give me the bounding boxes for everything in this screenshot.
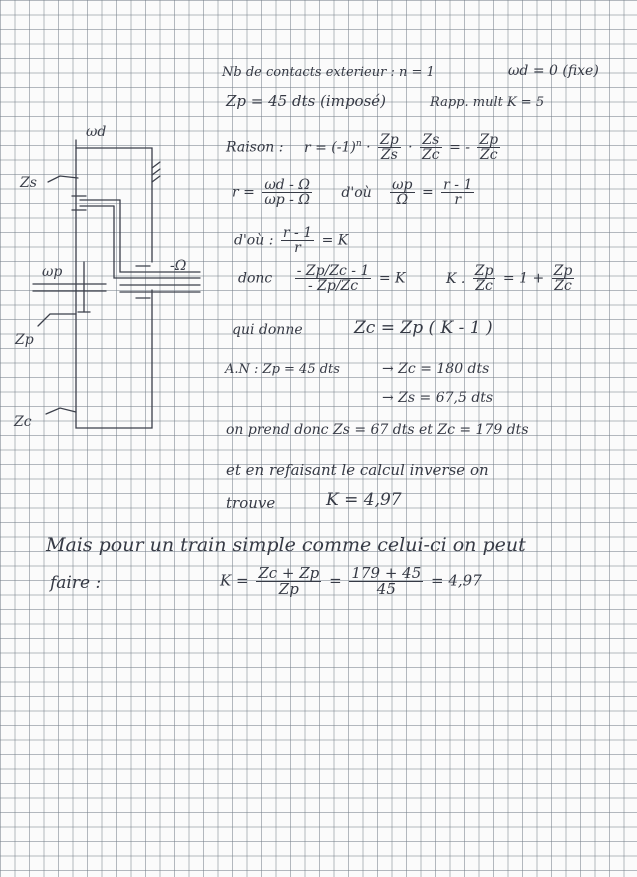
line-dou-k: d'où : $\frac{r - 1}{r}$ = K [234, 225, 349, 256]
label-zs: Zs [20, 175, 37, 191]
label-omega: -Ω [170, 258, 187, 274]
line-faire: faire : [50, 573, 102, 593]
ground-mark [152, 169, 160, 175]
frac-zp-zc-2: $\frac{Zp}{Zc}$ [474, 263, 494, 294]
line-donc: donc $\frac{- Zp/Zc - 1}{- Zp/Zc}$ = K K . $\frac{Zp}{Zc}$ = 1 + $\frac{Zp}{Zc}$ [238, 263, 573, 294]
line-wd-fixed: ωd = 0 (fixe) [508, 63, 599, 79]
line-rapp-mult: Rapp. mult K = 5 [430, 95, 545, 110]
planet-arm [114, 206, 200, 278]
frac-zs-zc: $\frac{Zs}{Zc}$ [422, 132, 440, 163]
frac-zp-zc: $\frac{Zp}{Zc}$ [479, 132, 499, 163]
frac-zp-zs: $\frac{Zp}{Zs}$ [379, 132, 399, 163]
ground-mark [152, 162, 160, 168]
frac-179-45: $\frac{179 + 45}{45}$ [351, 564, 422, 598]
gear-train-diagram [0, 110, 215, 440]
line-refaisant: et en refaisant le calcul inverse on [226, 461, 489, 479]
leader-zc [46, 408, 76, 414]
frac-zc-zp: $\frac{Zc + Zp}{Zp}$ [258, 564, 320, 598]
raison-base: (-1) [331, 139, 356, 156]
raison-r: r = [303, 139, 327, 156]
line-zc-formula: Zc = Zp ( K - 1 ) [354, 318, 493, 338]
line-zp-imposed: Zp = 45 dts (imposé) [226, 92, 387, 110]
leader-zs [48, 176, 78, 182]
raison-exponent: n [355, 138, 362, 149]
planet-arm [120, 200, 200, 272]
line-zc-value: → Zc = 180 dts [382, 361, 490, 377]
ground-mark [152, 176, 160, 182]
line-mais-pour: Mais pour un train simple comme celui-ci on peut [46, 534, 526, 556]
line-raison: Raison : $r = (-1)^n$ · $\frac{Zp}{Zs}$ · $\frac{Zs}{Zc}$ = - $\frac{Zp}{Zc}$ [226, 132, 499, 163]
line-on-prend: on prend donc Zs = 67 dts et Zc = 179 dts [226, 422, 529, 438]
leader-zp [38, 314, 76, 326]
frac-willis: $\frac{\omega d - \Omega}{\omega p - \Omega}$ [264, 177, 310, 208]
ring-gear-frame [76, 148, 152, 428]
label-wp: ωp [42, 264, 63, 280]
line-k-result: K = 4,97 [326, 490, 402, 510]
line-k-simple: K = $\frac{Zc + Zp}{Zp}$ = $\frac{179 + 45}{45}$ = 4,97 [220, 564, 482, 598]
frac-wp-omega: $\frac{\omega p}{\Omega}$ [392, 177, 413, 208]
raison-eq: = - [449, 139, 470, 156]
frac-r1-r-k: $\frac{r - 1}{r}$ [282, 225, 313, 256]
line-willis: r = $\frac{\omega d - \Omega}{\omega p - \Omega}$ d'où $\frac{\omega p}{\Omega}$ = $\frac{r - 1}{r}$ [232, 177, 473, 208]
frac-zp-zc-3: $\frac{Zp}{Zc}$ [553, 263, 573, 294]
line-zs-value: → Zs = 67,5 dts [382, 390, 494, 406]
line-an: A.N : Zp = 45 dts [225, 362, 340, 377]
line-trouve: trouve [226, 494, 276, 512]
line-contacts: Nb de contacts exterieur : n = 1 [222, 65, 435, 80]
label-zp: Zp [15, 332, 34, 348]
frac-donc: $\frac{- Zp/Zc - 1}{- Zp/Zc}$ [296, 263, 370, 294]
frac-r1-r: $\frac{r - 1}{r}$ [443, 177, 473, 208]
label-wd: ωd [86, 124, 107, 140]
line-qui-donne: qui donne [232, 322, 303, 338]
label-zc: Zc [14, 414, 32, 430]
raison-label: Raison : [226, 139, 284, 156]
